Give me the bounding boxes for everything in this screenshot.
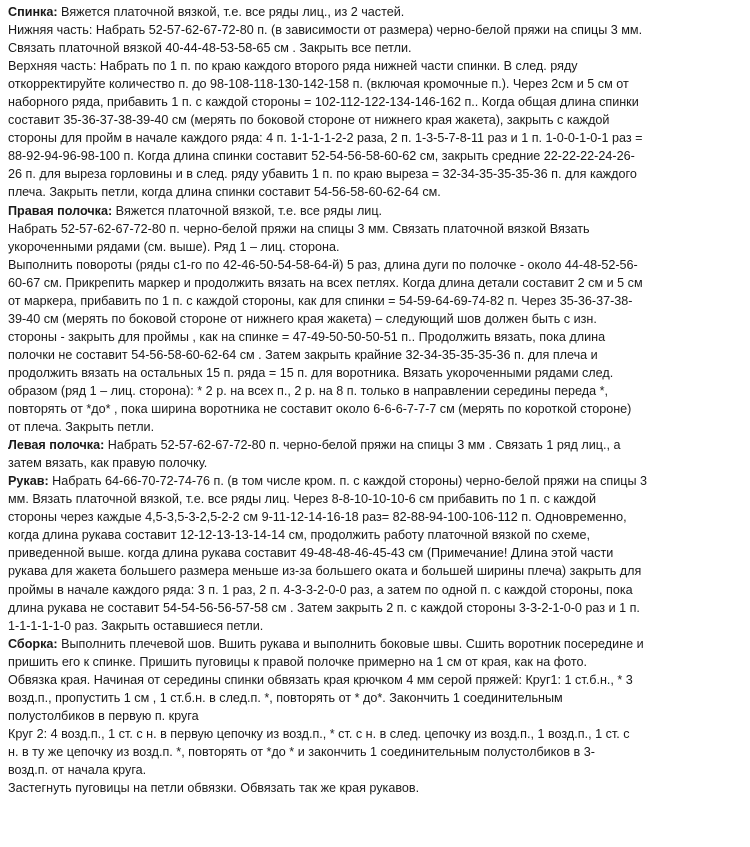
text-line: от плеча. Закрыть петли. <box>8 420 155 435</box>
text-line: полустолбиков в первую п. круга <box>8 708 199 723</box>
text-line: Нижняя часть: Набрать 52-57-62-67-72-80 п. (в зависимости от размера) черно-белой пряжи на спицы 3 мм. <box>8 23 643 38</box>
section-sleeve-heading: Рукав: <box>8 474 49 489</box>
text-line: составит 35-36-37-38-39-40 см (мерять по боковой стороне от нижнего края жакета), закрыть с каждой <box>8 113 610 128</box>
text-line: стороны - закрыть для проймы , как на спинке = 47-49-50-50-50-51 п.. Продолжить вязать, пока длина <box>8 329 606 344</box>
text-line: Связать платочной вязкой 40-44-48-53-58-65 см . Закрыть все петли. <box>8 41 412 56</box>
text-line: затем вязать, как правую полочку. <box>8 456 208 471</box>
text-line: Выполнить повороты (ряды с1-го по 42-46-50-54-58-64-й) 5 раз, длина дуги по полочке - около 44-48-52-56- <box>8 257 638 272</box>
text-line: откорректируйте количество п. до 98-108-118-130-142-158 п. (включая кромочные п.). Через 2см и 5 см от <box>8 77 629 92</box>
section-right-front-line-1: Правая полочка: Вяжется платочной вязкой, т.е. все ряды лиц. <box>8 203 383 218</box>
section-assembly-heading: Сборка: <box>8 636 58 651</box>
text-line: 1-1-1-1-1-0 раз. Закрыть оставшиеся петли. <box>8 618 264 633</box>
text-line: когда длина рукава составит 12-12-13-13-14-14 см, продолжить работу платочной вязкой по схеме, <box>8 528 591 543</box>
text-line: Круг 2: 4 возд.п., 1 ст. с н. в первую цепочку из возд.п., * ст. с н. в след. цепочку из возд.п., 1 возд.п., 1 ст. с <box>8 726 630 741</box>
text-line: наборного ряда, прибавить 1 п. с каждой стороны = 102-112-122-134-146-162 п.. Когда общая длина спинки <box>8 95 639 110</box>
section-right-front-heading: Правая полочка: <box>8 203 113 218</box>
text-line: 60-67 см. Прикрепить маркер и продолжить вязать на всех петлях. Когда длина детали составит 2 см и 5 см <box>8 275 643 290</box>
text-line: мм. Вязать платочной вязкой, т.е. все ряды лиц. Через 8-8-10-10-10-6 см прибавить по 1 п. с каждой <box>8 492 596 507</box>
text-line: Обвязка края. Начиная от середины спинки обвязать края крючком 4 мм серой пряжей: Круг1: 1 ст.б.н., * 3 <box>8 672 633 687</box>
text-line: длина рукава не составит 54-54-56-56-57-58 см . Затем закрыть 2 п. с каждой стороны 3-3-2-1-0-0 раз и 1 п. <box>8 600 640 615</box>
text-line: повторять от *до* , пока ширина воротника не составит около 6-6-6-7-7-7 см (мерять по короткой стороне) <box>8 402 632 417</box>
text-line: стороны для пройм в начале каждого ряда: 4 п. 1-1-1-1-2-2 раза, 2 п. 1-3-5-7-8-11 раз и 1 п. 1-0-0-1-0-1 раз = <box>8 131 643 146</box>
text-line: приведенной выше. когда длина рукава составит 49-48-48-46-45-43 см (Примечание! Длина этой части <box>8 546 614 561</box>
text-line: стороны через каждые 4,5-3,5-3-2,5-2-2 см 9-11-12-14-16-18 раз= 82-88-94-100-106-112 п. Одновременно, <box>8 510 627 525</box>
text-line: образом (ряд 1 – лиц. сторона): * 2 р. на всех п., 2 р. на 8 п. только в направлении середины переда *, <box>8 383 609 398</box>
section-left-front-heading: Левая полочка: <box>8 438 105 453</box>
text-line: Застегнуть пуговицы на петли обвязки. Обвязать так же края рукавов. <box>8 781 420 796</box>
text-line: 26 п. для выреза горловины и в след. ряду убавить 1 п. по краю выреза = 32-34-35-35-35-36 п. для каждого <box>8 167 637 182</box>
text-line: 88-92-94-96-98-100 п. Когда длина спинки составит 52-54-56-58-60-62 см, закрыть средние 22-22-22-24-26- <box>8 149 635 164</box>
text-line: продолжить вязать на остальных 15 п. ряда = 15 п. для воротника. Вязать укороченными рядами след. <box>8 365 614 380</box>
text-line: укороченными рядами (см. выше). Ряд 1 – лиц. сторона. <box>8 239 340 254</box>
text-line: Верхняя часть: Набрать по 1 п. по краю каждого второго ряда нижней части спинки. В след. ряду <box>8 59 578 74</box>
text-line: рукава для жакета большего размера меньше из-за большего оката и большей ширины плеча) закрыть для <box>8 564 642 579</box>
section-sleeve-line-1: Рукав: Набрать 64-66-70-72-74-76 п. (в том числе кром. п. с каждой стороны) черно-белой пряжи на спицы 3 <box>8 474 648 489</box>
section-back-line-1: Спинка: Вяжется платочной вязкой, т.е. все ряды лиц., из 2 частей. <box>8 5 405 19</box>
text-line: н. в ту же цепочку из возд.п. *, повторять от *до * и закончить 1 соединительным полустолбиков в 3- <box>8 744 595 759</box>
text-line: полочки не составит 54-56-58-60-62-64 см . Затем закрыть крайние 32-34-35-35-35-36 п. для плеча и <box>8 347 598 362</box>
section-back-heading: Спинка: <box>8 5 58 19</box>
section-left-front-line-1: Левая полочка: Набрать 52-57-62-67-72-80 п. черно-белой пряжи на спицы 3 мм . Связать 1 ряд лиц., а <box>8 438 621 453</box>
text-line: Набрать 52-57-62-67-72-80 п. черно-белой пряжи на спицы 3 мм. Связать платочной вязкой Вязать <box>8 221 590 236</box>
text-line: от маркера, прибавить по 1 п. с каждой стороны, как для спинки = 54-59-64-69-74-82 п. Через 35-36-37-38- <box>8 293 633 308</box>
text-line: возд.п., пропустить 1 см , 1 ст.б.н. в след.п. *, повторять от * до*. Закончить 1 соединительным <box>8 690 563 705</box>
text-line: 39-40 см (мерять по боковой стороне от нижнего края жакета) – следующий шов должен быть с изн. <box>8 311 597 326</box>
text-line: проймы в начале каждого ряда: 3 п. 1 раз, 2 п. 4-3-3-2-0-0 раз, а затем по одной п. с каждой стороны, пока <box>8 582 633 597</box>
section-assembly-line-1: Сборка: Выполнить плечевой шов. Вшить рукава и выполнить боковые швы. Сшить воротник посередине и <box>8 636 644 651</box>
text-line: плеча. Закрыть петли, когда длина спинки составит 54-56-58-60-62-64 см. <box>8 185 441 200</box>
text-line: пришить его к спинке. Пришить пуговицы к правой полочке примерно на 1 см от края, как на фото. <box>8 654 588 669</box>
text-line: возд.п. от начала круга. <box>8 762 147 777</box>
